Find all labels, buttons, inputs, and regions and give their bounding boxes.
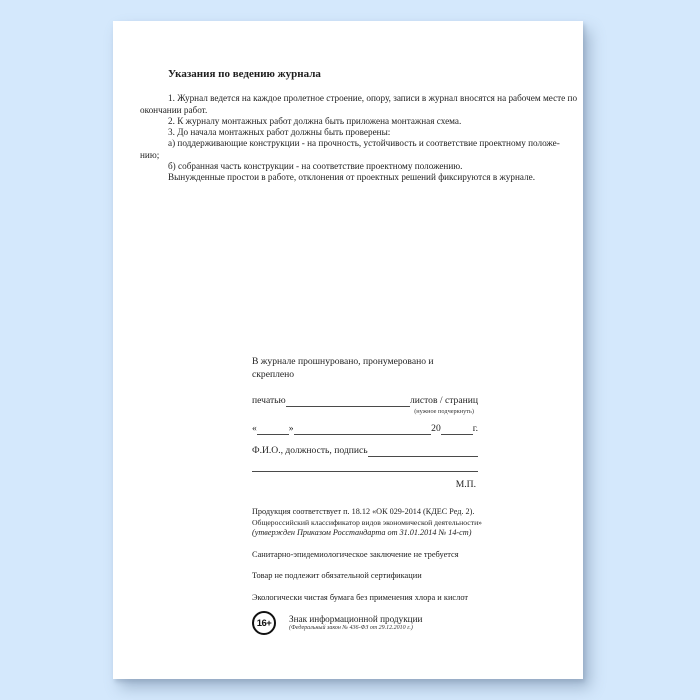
eco-paper-statement: Экологически чистая бумага без применения хлора и кислот [252, 592, 469, 602]
month-blank [294, 423, 432, 435]
info-sign-title: Знак информационной продукции [289, 614, 423, 624]
signer-label: Ф.И.О., должность, подпись [252, 445, 368, 456]
conformity-line-3: (утвержден Приказом Росстандарта от 31.01.2014 № 14-ст) [252, 528, 472, 537]
signer-row [252, 444, 478, 457]
age-rating-badge: 16+ [252, 611, 276, 635]
signature-line-row [252, 470, 478, 472]
quote-open: « [252, 423, 257, 434]
year-blank [441, 423, 473, 435]
instruction-line: 3. До начала монтажных работ должны быть проверены: [168, 127, 391, 138]
day-blank [257, 423, 289, 435]
instructions-section [140, 69, 576, 184]
instruction-line: нию; [140, 149, 160, 160]
sheets-count-blank [286, 395, 410, 407]
product-info-section [252, 507, 494, 635]
seal-label: печатью [252, 395, 286, 406]
sanitary-statement: Санитарно-эпидемиологическое заключение не требуется [252, 549, 459, 559]
binding-statement: В журнале прошнуровано, пронумеровано и скреплено [252, 356, 434, 380]
binding-certification-section [252, 355, 478, 491]
info-sign-text [289, 614, 422, 632]
sheets-count-row [252, 394, 478, 407]
info-sign-row [252, 611, 494, 635]
year-suffix-label: г. [472, 423, 478, 434]
full-signature-blank [252, 470, 478, 472]
quote-close: » [288, 423, 294, 434]
conformity-line-1: Продукция соответствует п. 18.12 «ОК 029-2014 (КДЕС Ред. 2). [252, 507, 475, 516]
date-row [252, 422, 478, 435]
conformity-line-2: Общероссийский классификатор видов экономической деятельности» [252, 517, 483, 527]
sheets-pages-label: листов / страниц [409, 395, 478, 406]
certification-statement: Товар не подлежит обязательной сертификации [252, 571, 422, 580]
instruction-line: окончании работ. [140, 104, 208, 115]
document-title: Указания по ведению журнала [168, 68, 321, 80]
instruction-line: а) поддерживающие конструкции - на прочность, устойчивость и соответствие проектному положе- [168, 138, 560, 149]
instruction-line: б) собранная часть конструкции - на соответствие проектному положению. [168, 161, 463, 172]
year-prefix-label: 20 [431, 423, 441, 434]
signature-blank [368, 445, 478, 457]
instruction-line: 2. К журналу монтажных работ должна быть приложена монтажная схема. [168, 115, 462, 126]
instruction-line: Вынужденные простои в работе, отклонения от проектных решений фиксируются в журнале. [168, 172, 536, 183]
instruction-line: 1. Журнал ведется на каждое пролетное строение, опору, записи в журнал вносятся на рабочем месте по [168, 93, 578, 104]
document-page [113, 21, 583, 679]
underline-note: (нужное подчеркнуть) [414, 408, 474, 415]
stamp-place-label: М.П. [455, 479, 476, 490]
info-sign-law: (Федеральный закон № 436-ФЗ от 29.12.2010 г.) [289, 625, 413, 631]
